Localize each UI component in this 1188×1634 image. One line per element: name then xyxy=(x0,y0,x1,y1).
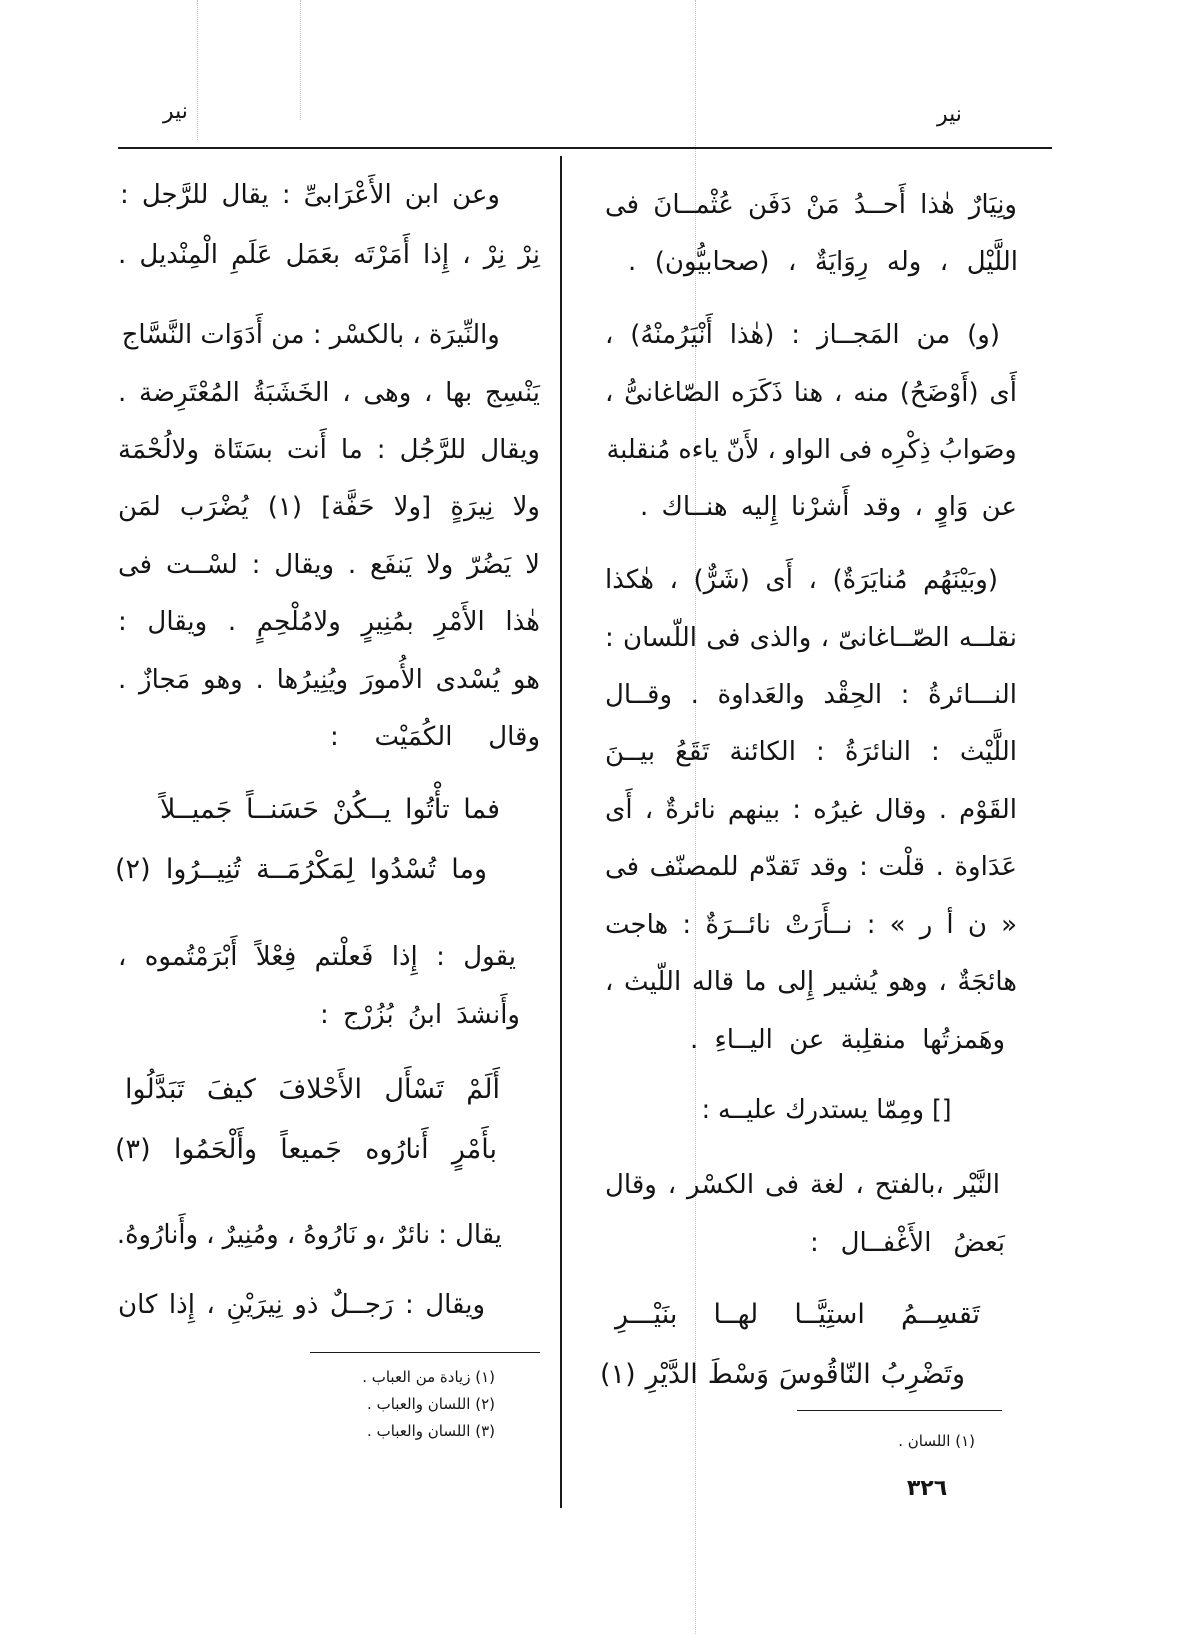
text-line-content: ويقال للرَّجُل : ما أَنت بسَتَاة ولالُحْمَة xyxy=(118,435,540,465)
text-line-content: يَنْسِج بها ، وهى ، الخَشَبَةُ المُعْتَرِضة . xyxy=(118,378,540,408)
footnote-text: (٣) اللسان والعباب . xyxy=(367,1422,495,1440)
text-line xyxy=(605,180,1017,230)
scan-guide-line xyxy=(197,0,198,140)
text-line-content: عن وَاوٍ ، وقد أَشرْنا إِليه هنــاك . xyxy=(640,492,1017,522)
text-line-content: النَّيْر ،بالفتح ، لغة فى الكسْر ، وقال xyxy=(605,1170,1000,1200)
text-line xyxy=(628,237,1018,287)
poem-verse xyxy=(160,785,500,835)
text-line-content: بَعضُ الأَغْفــال : xyxy=(810,1228,1005,1258)
footnote xyxy=(330,1391,495,1417)
text-line xyxy=(605,368,1017,418)
text-line xyxy=(120,310,500,360)
text-line xyxy=(605,613,1017,663)
poem-verse xyxy=(125,1065,500,1115)
text-line-content: هائجَةٌ ، وهو يُشير إِلى ما قاله اللّيث ، xyxy=(605,967,1017,997)
text-line-content: أَلَمْ تَسْأَل الأَحْلافَ كيفَ تَبَدَّلُوا xyxy=(125,1074,500,1105)
text-line xyxy=(700,1085,952,1135)
text-line xyxy=(605,310,1000,360)
text-line-content: ويقال : رَجــلٌ ذو نِيرَيْنِ ، إِذا كان xyxy=(118,1290,485,1320)
poem-verse xyxy=(600,1350,965,1400)
text-line xyxy=(810,1218,1005,1268)
text-line-content: فما تأْتُوا يــكُنْ حَسَنــاً جَميــلاً xyxy=(160,794,500,825)
poem-verse xyxy=(115,845,487,895)
footnote-rule xyxy=(797,1410,1002,1411)
column-divider xyxy=(560,156,562,1508)
text-line xyxy=(605,670,1017,720)
footnote xyxy=(330,1364,495,1390)
page-number: ٣٢٦ xyxy=(906,1476,948,1501)
text-line-content: وأَنشدَ ابنُ بُزُرْج : xyxy=(320,1000,520,1030)
header-title-left: نير xyxy=(163,99,188,124)
text-line-content: النـــائرةُ : الحِقْد والعَداوة . وقــال xyxy=(605,680,1017,710)
text-line xyxy=(118,655,540,705)
text-line xyxy=(118,425,540,475)
poem-verse xyxy=(615,1290,980,1340)
text-line xyxy=(605,425,1017,475)
footnote-rule xyxy=(310,1352,540,1353)
text-line-content: لا يَضُرّ ولا يَنفَع . ويقال : لسْــت فى xyxy=(118,550,540,580)
text-line xyxy=(320,990,520,1040)
text-line xyxy=(118,482,540,532)
text-line-content: وما تُسْدُوا لِمَكْرُمَــة تُنِيــرُوا (٢) xyxy=(115,854,487,885)
text-line-content: هٰذا الأَمْرِ بمُنِيرٍ ولامُلْحِمٍ . ويقال : xyxy=(118,607,540,637)
text-line-content: ونِيَارٌ هٰذا أَحــدُ مَنْ دَفَن عُثْمــانَ فى xyxy=(605,190,1017,220)
text-line-content: اللَّيْث : النائرَةُ : الكائنة تَقَعُ بيــنَ xyxy=(605,737,1017,767)
poem-verse xyxy=(115,1125,497,1175)
text-line xyxy=(330,712,540,762)
text-line-content: « ن أ ر » : نــأَرَتْ نائــرَةٌ : هاجت xyxy=(605,910,1017,940)
text-line xyxy=(605,785,1017,835)
text-line-content: وصَوابُ ذِكْرِه فى الواو ، لأَنّ ياءه مُنقلبة xyxy=(607,435,1017,465)
text-line-content: تَقسِــمُ استِيَّــا لهــا بنَيْـــرِ xyxy=(615,1299,980,1330)
text-line xyxy=(640,482,1017,532)
text-line xyxy=(605,842,1017,892)
text-line-content: يقال : نائرٌ ،و نَارُوهُ ، ومُنِيرٌ ، وأَنارُوهُ. xyxy=(116,1220,502,1250)
text-line-content: أَى (أَوْضَحُ) منه ، هنا ذَكَرَه الصّاغانىُّ ، xyxy=(605,378,1017,408)
text-line-content: نقلــه الصّــاغانىّ ، والذى فى اللّسان : xyxy=(605,623,1017,653)
text-line xyxy=(690,1015,1005,1065)
text-line xyxy=(605,957,1017,1007)
text-line xyxy=(605,727,1017,777)
text-line xyxy=(605,1160,1000,1210)
text-line xyxy=(120,170,500,220)
footnote-text: (١) زيادة من العباب . xyxy=(362,1368,495,1386)
footnote xyxy=(330,1418,495,1444)
text-line-content: [] ومِمّا يستدرك عليــه : xyxy=(701,1095,952,1125)
text-line xyxy=(605,555,998,605)
text-line xyxy=(118,368,540,418)
text-line-content: نِرْ نِرْ ، إِذا أَمَرْتَه بعَمَل عَلَمِ الْمِنْديل . xyxy=(118,240,540,270)
header-title-right: نير xyxy=(937,102,962,127)
text-line xyxy=(118,230,540,280)
footnote xyxy=(830,1428,975,1454)
text-line-content: وقال الكُمَيْت : xyxy=(330,722,540,752)
text-line-content: القَوْم . وقال غيرُه : بينهم نائرةٌ ، أَى xyxy=(605,795,1017,825)
footnote-text: (٢) اللسان والعباب . xyxy=(367,1395,495,1413)
text-line-content: (وبَيْنَهُم مُنايَرَةٌ) ، أَى (شَرٌّ) ، هٰكذا xyxy=(605,565,998,595)
text-line-content: ولا نِيرَةٍ [ولا حَفَّة] (١) يُضْرَب لمَن xyxy=(118,492,540,522)
text-line xyxy=(118,932,516,982)
text-line xyxy=(115,1210,502,1260)
text-line xyxy=(118,597,540,647)
scan-guide-line xyxy=(300,0,301,120)
header-rule xyxy=(118,147,1052,149)
text-line-content: اللَّيْل ، وله رِوَايَةٌ ، (صحابيُّون) . xyxy=(628,247,1018,277)
text-line-content: وعن ابن الأَعْرَابىِّ : يقال للرَّجل : xyxy=(120,180,500,210)
footnote-text: (١) اللسان . xyxy=(898,1432,975,1450)
text-line xyxy=(118,1280,485,1330)
text-line-content: وهَمزتُها منقلِبة عن اليــاءِ . xyxy=(690,1025,1005,1055)
text-line xyxy=(605,900,1017,950)
text-line-content: وتَضْرِبُ النّاقُوسَ وَسْطَ الدَّيْرِ (١) xyxy=(600,1359,965,1390)
text-line-content: عَدَاوة . قلْت : وقد تَقدّم للمصنّف فى xyxy=(605,852,1017,882)
text-line-content: والنِّيرَة ، بالكسْر : من أَدَوَات النَّسَّاج xyxy=(121,320,500,350)
text-line-content: هو يُسْدى الأُمورَ ويُنِيرُها . وهو مَجازٌ . xyxy=(118,665,540,695)
text-line-content: بأَمْرٍ أَنارُوه جَميعاً وأَلْحَمُوا (٣) xyxy=(115,1134,497,1165)
text-line-content: (و) من المَجــاز : (هٰذا أَنْيَرُمنْهُ) ، xyxy=(605,320,1000,350)
text-line-content: يقول : إِذا فَعلْتم فِعْلاً أَبْرَمْتُموه ، xyxy=(118,942,516,972)
text-line xyxy=(118,540,540,590)
